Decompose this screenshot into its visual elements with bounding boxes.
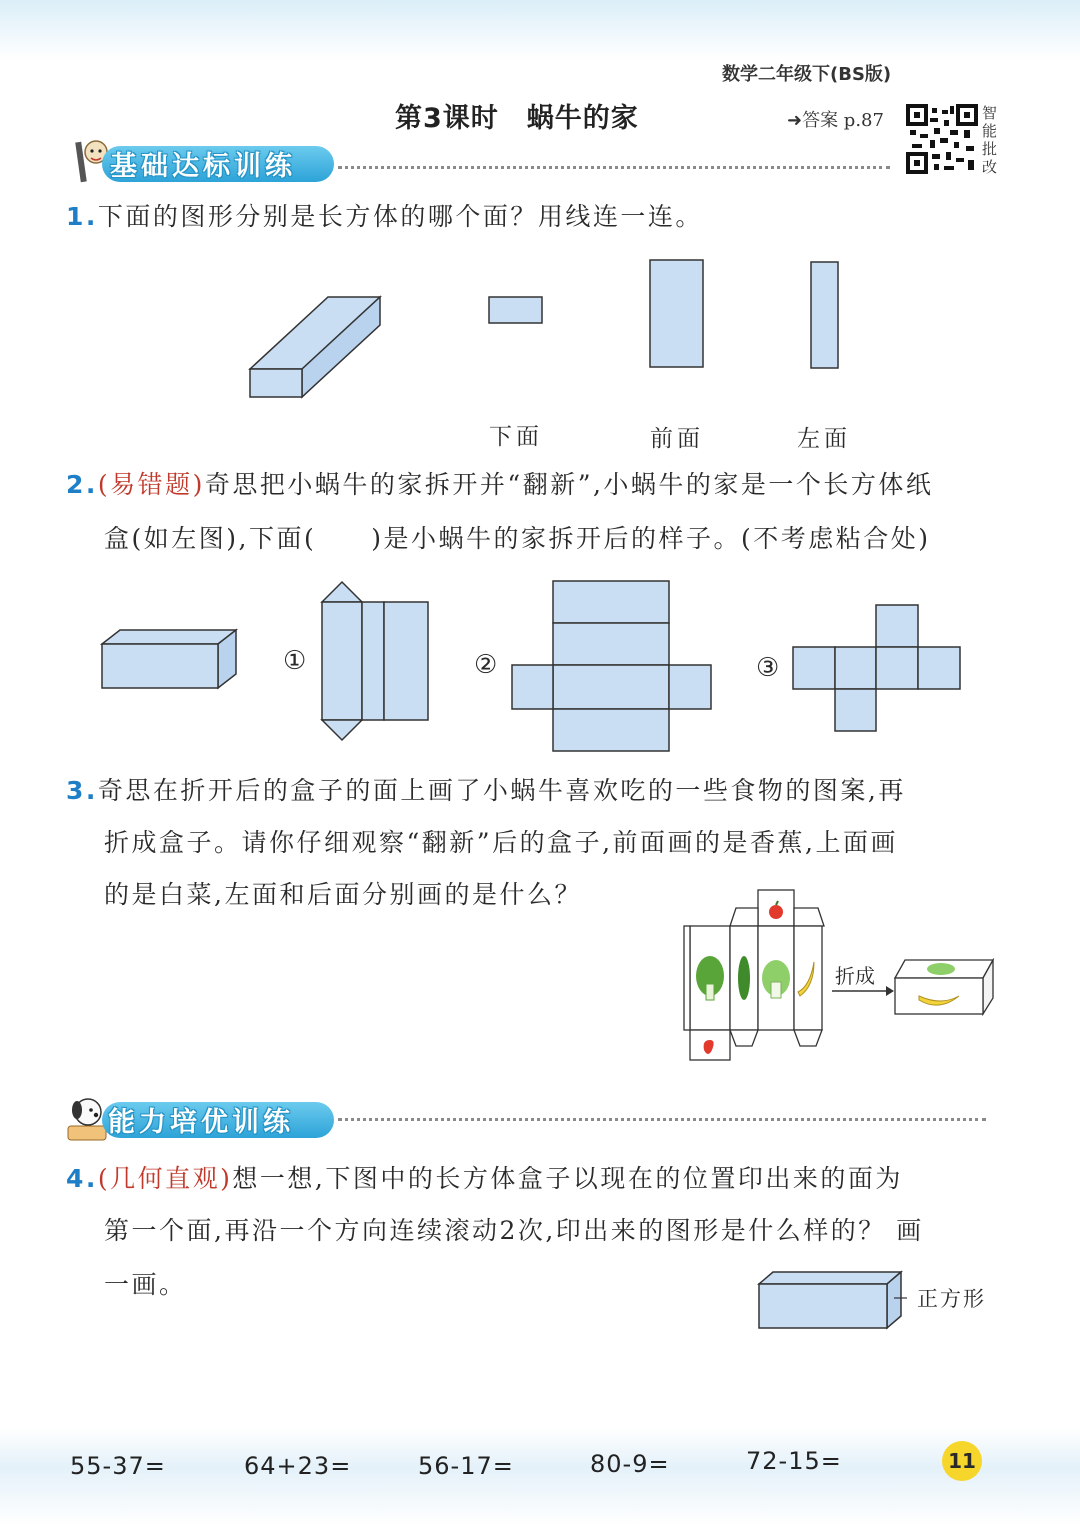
food-box-net bbox=[680, 886, 830, 1066]
lesson-title: 第3课时 蜗牛的家 bbox=[395, 103, 639, 134]
question-4-line-1 bbox=[66, 1152, 903, 1206]
label-bottom-face[interactable]: 下面 bbox=[489, 424, 543, 450]
question-2-line-2: 盒(如左图),下面( )是小蜗牛的家拆开后的样子。(不考虑粘合处) bbox=[104, 524, 931, 553]
smart-grading-label: 智能批改 bbox=[982, 104, 998, 176]
option-1-label[interactable]: ① bbox=[283, 646, 307, 676]
question-4-line-3: 一画。 bbox=[104, 1270, 187, 1299]
question-text: 想一想,下图中的长方体盒子以现在的位置印出来的面为 bbox=[232, 1164, 903, 1193]
net-option-1[interactable] bbox=[318, 580, 432, 744]
section-divider bbox=[338, 1118, 986, 1121]
rolling-cuboid-figure bbox=[757, 1270, 907, 1332]
question-tag: (易错题) bbox=[97, 470, 205, 499]
label-left-face[interactable]: 左面 bbox=[797, 426, 851, 452]
option-2-label[interactable]: ② bbox=[474, 650, 498, 680]
question-1 bbox=[66, 190, 703, 244]
question-number: 2. bbox=[66, 470, 98, 499]
box-figure bbox=[100, 628, 238, 690]
section-divider bbox=[338, 166, 890, 169]
mental-math-3[interactable]: 56-17= bbox=[418, 1452, 514, 1480]
qr-code-icon[interactable] bbox=[906, 104, 978, 174]
net-option-3[interactable] bbox=[791, 603, 963, 733]
face-shape-tall-wide[interactable] bbox=[649, 259, 705, 369]
folded-food-box bbox=[893, 958, 997, 1016]
question-text: 奇思在折开后的盒子的面上画了小蜗牛喜欢吃的一些食物的图案,再 bbox=[97, 776, 906, 805]
answer-reference[interactable]: ➜答案 p.87 bbox=[787, 110, 884, 131]
question-2-line-1 bbox=[66, 458, 933, 512]
face-shape-tall-narrow[interactable] bbox=[810, 261, 840, 371]
section-title-basic: 基础达标训练 bbox=[110, 151, 296, 182]
fold-label: 折成 bbox=[835, 964, 875, 988]
question-text: 下面的图形分别是长方体的哪个面？用线连一连。 bbox=[97, 202, 703, 231]
question-3-line-3: 的是白菜,左面和后面分别画的是什么？ bbox=[104, 880, 582, 909]
section-title-advanced: 能力培优训练 bbox=[108, 1107, 294, 1138]
mental-math-4[interactable]: 80-9= bbox=[590, 1450, 670, 1478]
question-3-line-1 bbox=[66, 764, 906, 818]
mental-math-5[interactable]: 72-15= bbox=[746, 1447, 842, 1475]
question-text: 奇思把小蜗牛的家拆开并“翻新”,小蜗牛的家是一个长方体纸 bbox=[204, 470, 934, 499]
question-4-line-2: 第一个面,再沿一个方向连续滚动2次,印出来的图形是什么样的？ 画 bbox=[104, 1216, 924, 1245]
fold-arrow-icon bbox=[830, 984, 896, 998]
top-banner bbox=[0, 0, 1080, 60]
question-number: 1. bbox=[66, 202, 98, 231]
question-number: 3. bbox=[66, 776, 98, 805]
net-option-2[interactable] bbox=[510, 579, 714, 753]
mental-math-1[interactable]: 55-37= bbox=[70, 1452, 166, 1480]
page-number: 11 bbox=[942, 1441, 982, 1481]
question-3-line-2: 折成盒子。请你仔细观察“翻新”后的盒子,前面画的是香蕉,上面画 bbox=[104, 828, 898, 857]
mental-math-2[interactable]: 64+23= bbox=[244, 1452, 352, 1480]
label-front-face[interactable]: 前面 bbox=[650, 426, 704, 452]
face-shape-small[interactable] bbox=[488, 296, 544, 326]
square-face-label: 正方形 bbox=[917, 1287, 986, 1311]
book-title: 数学二年级下(BS版) bbox=[722, 64, 892, 85]
option-3-label[interactable]: ③ bbox=[756, 653, 780, 683]
cuboid-figure bbox=[248, 295, 382, 399]
question-tag: (几何直观) bbox=[97, 1164, 233, 1193]
question-number: 4. bbox=[66, 1164, 98, 1193]
